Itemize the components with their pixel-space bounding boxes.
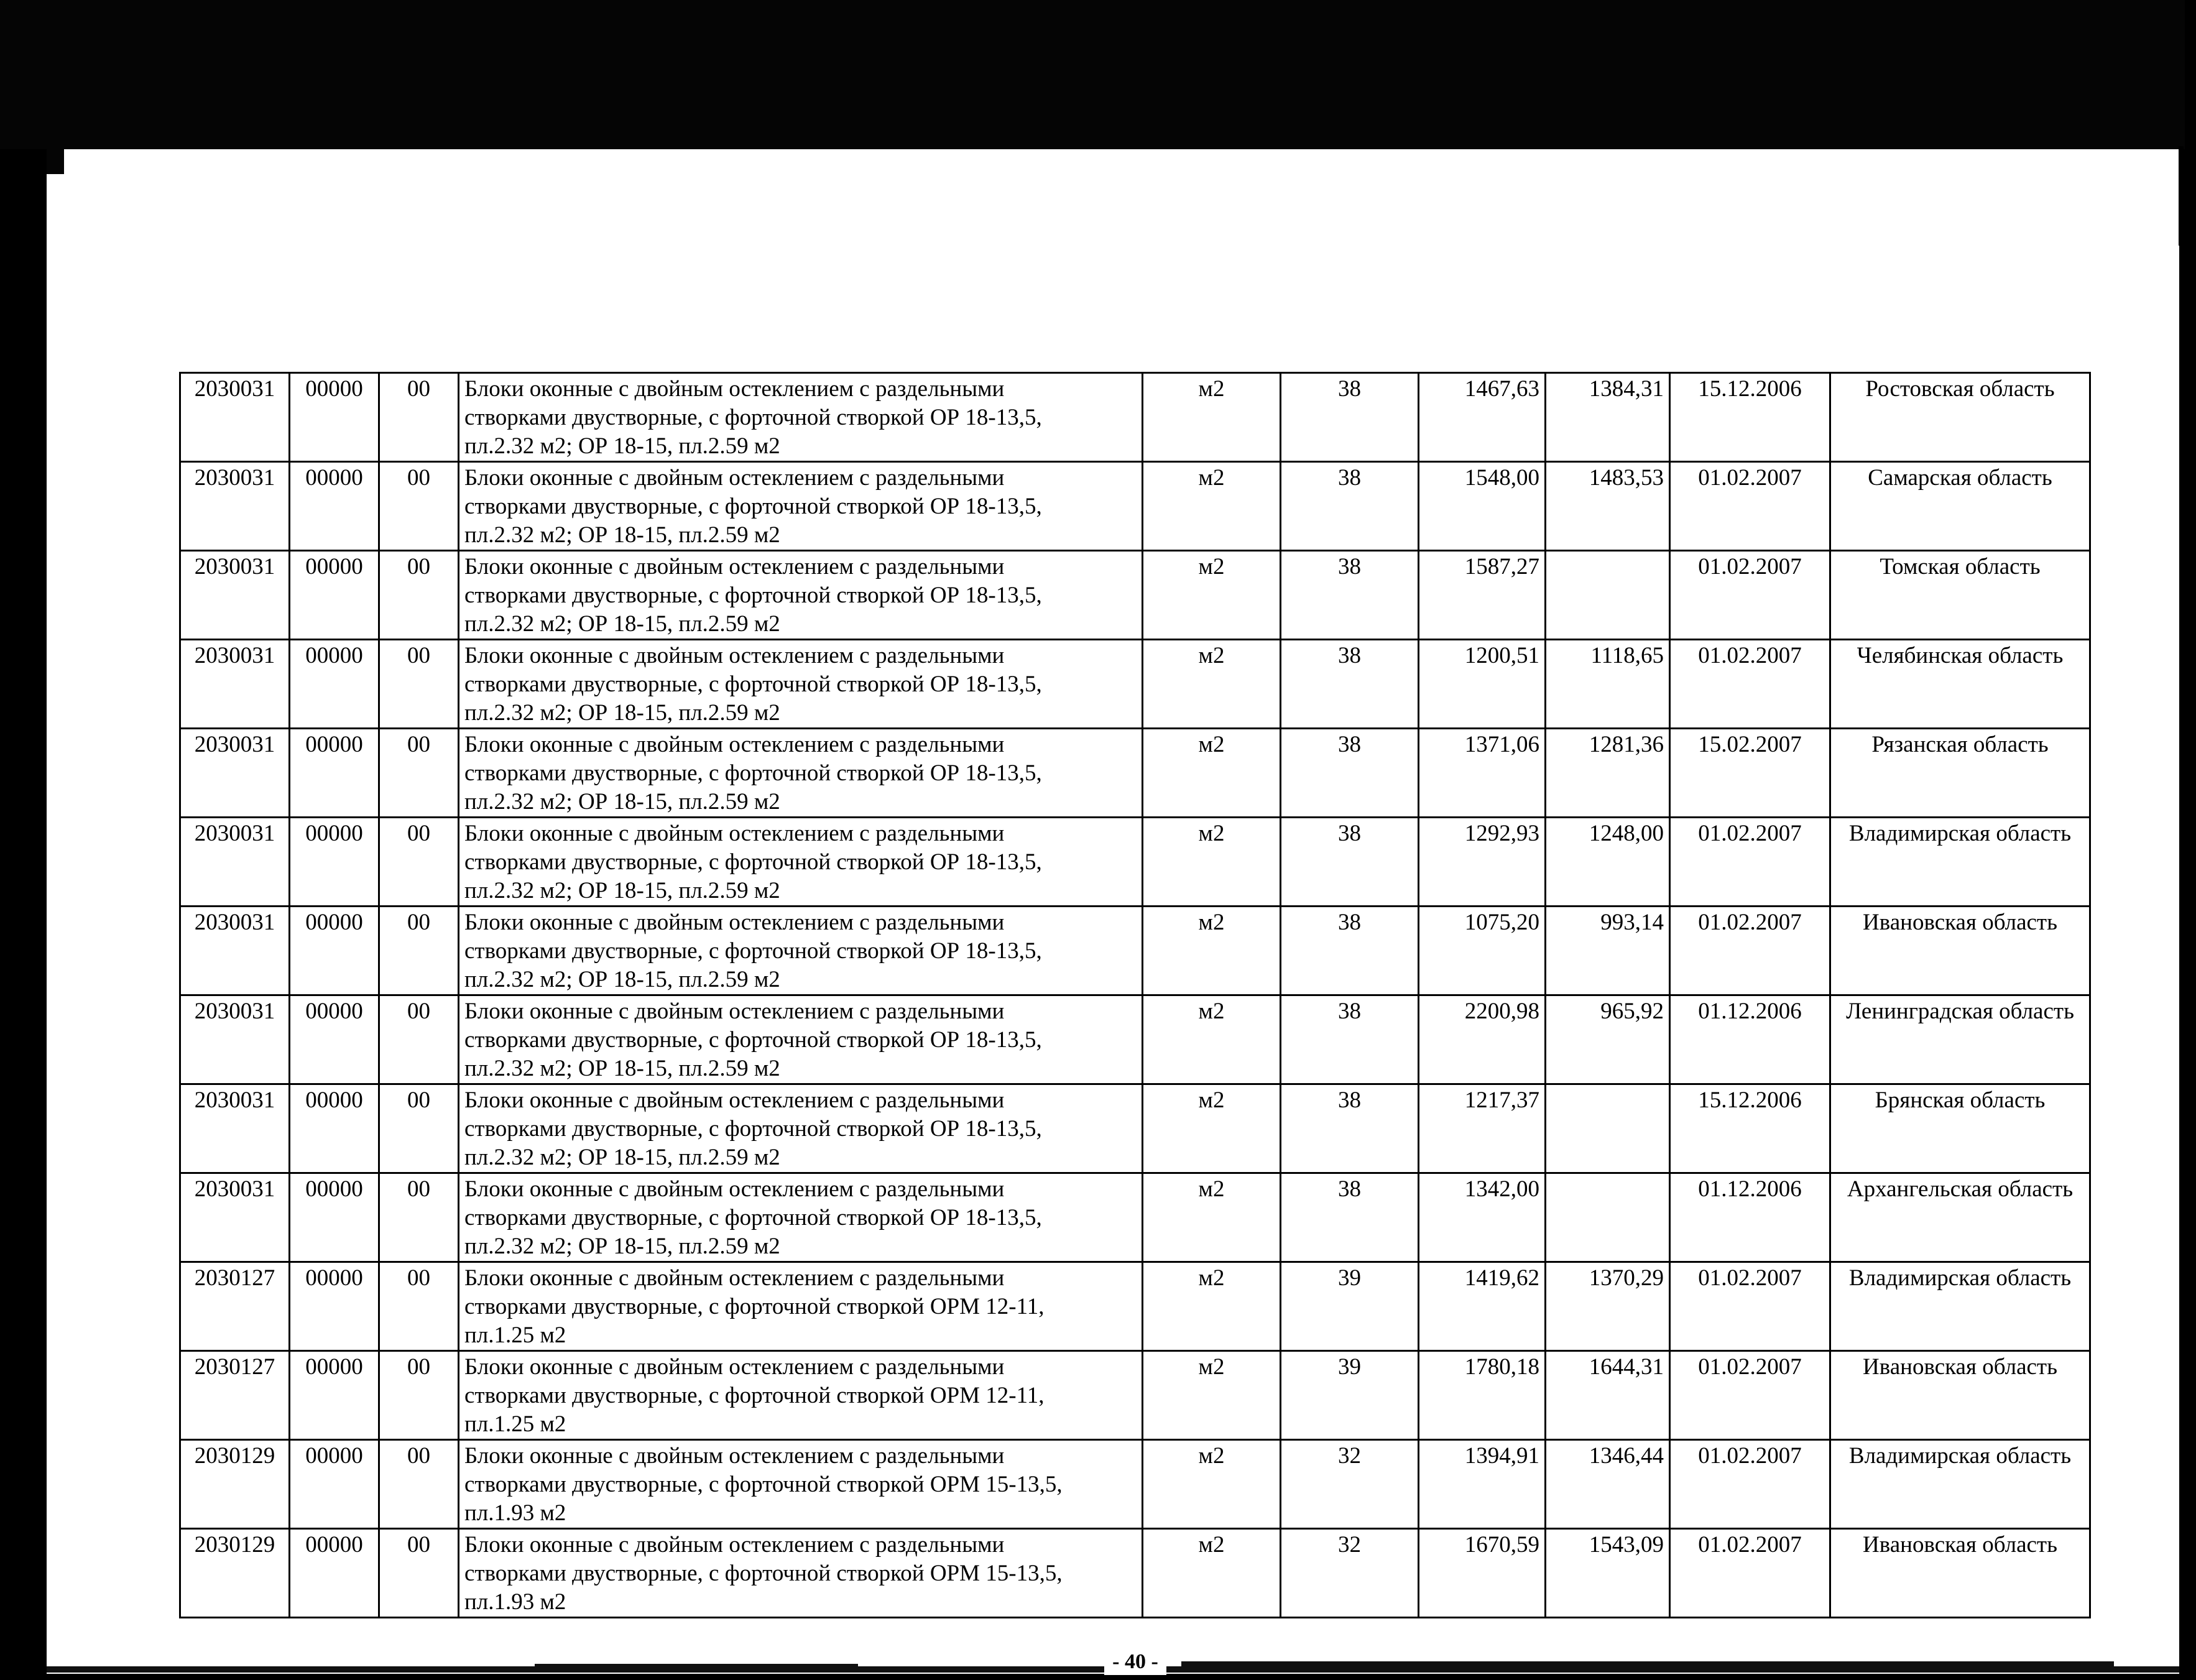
cell-quantity: 32 [1281,1529,1419,1618]
cell-region: Самарская область [1830,462,2090,551]
cell-quantity: 38 [1281,1173,1419,1262]
description-line: Блоки оконные с двойным остеклением с раздельными [464,554,1005,579]
cell-subcode: 00000 [290,729,379,818]
cell-price-2: 965,92 [1546,995,1670,1084]
cell-code: 2030127 [180,1262,290,1351]
description-line: Блоки оконные с двойным остеклением с раздельными [464,1532,1005,1558]
cell-region: Рязанская область [1830,729,2090,818]
cell-region: Ивановская область [1830,907,2090,995]
cell-num: 00 [379,551,459,640]
cell-price-1: 1217,37 [1419,1084,1546,1173]
cell-price-1: 1292,93 [1419,818,1546,907]
table-row [180,1351,2090,1440]
cell-quantity: 32 [1281,1440,1419,1529]
cell-subcode: 00000 [290,1529,379,1618]
description-line: пл.2.32 м2; ОР 18-15, пл.2.59 м2 [464,1234,780,1259]
cell-subcode: 00000 [290,462,379,551]
cell-quantity: 38 [1281,462,1419,551]
footer-rule-right [1181,1661,2114,1669]
cell-region: Ивановская область [1830,1529,2090,1618]
cell-num: 00 [379,1173,459,1262]
cell-code: 2030129 [180,1529,290,1618]
cell-code: 2030031 [180,551,290,640]
cell-code: 2030031 [180,995,290,1084]
cell-price-1: 1780,18 [1419,1351,1546,1440]
description-line: створками двустворные, с форточной створкой ОР 18-13,5, [464,1116,1042,1142]
table-row [180,373,2090,462]
cell-num: 00 [379,1529,459,1618]
cell-price-2: 1281,36 [1546,729,1670,818]
cell-price-2: 1483,53 [1546,462,1670,551]
cell-price-1: 1467,63 [1419,373,1546,462]
footer-rule-left [535,1664,858,1669]
scan-edge-mark [2179,146,2184,246]
cell-date: 01.02.2007 [1670,640,1830,729]
cell-code: 2030031 [180,462,290,551]
cell-region: Ленинградская область [1830,995,2090,1084]
cell-price-2: 1248,00 [1546,818,1670,907]
table-row [180,729,2090,818]
cell-date: 01.02.2007 [1670,1440,1830,1529]
description-line: пл.2.32 м2; ОР 18-15, пл.2.59 м2 [464,789,780,815]
cell-description [459,1440,1143,1529]
cell-description [459,1173,1143,1262]
cell-subcode: 00000 [290,640,379,729]
description-line: Блоки оконные с двойным остеклением с раздельными [464,1087,1005,1113]
cell-price-1: 1587,27 [1419,551,1546,640]
cell-unit: м2 [1143,995,1281,1084]
cell-num: 00 [379,373,459,462]
cell-quantity: 38 [1281,729,1419,818]
description-line: створками двустворные, с форточной створкой ОРМ 15-13,5, [464,1561,1063,1586]
cell-price-2 [1546,551,1670,640]
cell-date: 15.12.2006 [1670,1084,1830,1173]
cell-price-1: 1419,62 [1419,1262,1546,1351]
cell-quantity: 38 [1281,551,1419,640]
price-table [179,372,2091,1618]
cell-price-2: 1346,44 [1546,1440,1670,1529]
cell-unit: м2 [1143,551,1281,640]
cell-quantity: 38 [1281,995,1419,1084]
description-line: Блоки оконные с двойным остеклением с раздельными [464,999,1005,1024]
table-row [180,1173,2090,1262]
description-line: створками двустворные, с форточной створкой ОР 18-13,5, [464,672,1042,697]
cell-quantity: 39 [1281,1351,1419,1440]
cell-num: 00 [379,818,459,907]
description-line: пл.2.32 м2; ОР 18-15, пл.2.59 м2 [464,967,780,992]
cell-region: Архангельская область [1830,1173,2090,1262]
cell-price-2: 1644,31 [1546,1351,1670,1440]
description-line: пл.2.32 м2; ОР 18-15, пл.2.59 м2 [464,1056,780,1081]
cell-date: 15.12.2006 [1670,373,1830,462]
description-line: створками двустворные, с форточной створкой ОР 18-13,5, [464,1205,1042,1230]
description-line: створками двустворные, с форточной створкой ОРМ 12-11, [464,1383,1045,1408]
cell-description [459,818,1143,907]
cell-num: 00 [379,1084,459,1173]
cell-date: 01.12.2006 [1670,1173,1830,1262]
description-line: Блоки оконные с двойным остеклением с раздельными [464,465,1005,491]
cell-region: Челябинская область [1830,640,2090,729]
cell-date: 01.12.2006 [1670,995,1830,1084]
description-line: пл.2.32 м2; ОР 18-15, пл.2.59 м2 [464,700,780,726]
cell-subcode: 00000 [290,1262,379,1351]
cell-code: 2030031 [180,818,290,907]
cell-unit: м2 [1143,462,1281,551]
cell-price-2: 993,14 [1546,907,1670,995]
description-line: створками двустворные, с форточной створкой ОР 18-13,5, [464,849,1042,875]
cell-date: 15.02.2007 [1670,729,1830,818]
table-row [180,640,2090,729]
cell-unit: м2 [1143,1529,1281,1618]
cell-code: 2030129 [180,1440,290,1529]
cell-unit: м2 [1143,907,1281,995]
description-line: Блоки оконные с двойным остеклением с раздельными [464,732,1005,757]
cell-subcode: 00000 [290,1173,379,1262]
cell-unit: м2 [1143,729,1281,818]
cell-subcode: 00000 [290,907,379,995]
cell-code: 2030031 [180,907,290,995]
description-line: створками двустворные, с форточной створкой ОР 18-13,5, [464,1027,1042,1053]
cell-quantity: 39 [1281,1262,1419,1351]
cell-price-1: 1075,20 [1419,907,1546,995]
cell-unit: м2 [1143,640,1281,729]
cell-price-2: 1384,31 [1546,373,1670,462]
cell-date: 01.02.2007 [1670,907,1830,995]
description-line: Блоки оконные с двойным остеклением с раздельными [464,1354,1005,1380]
description-line: пл.1.93 м2 [464,1589,566,1615]
table-row [180,1529,2090,1618]
cell-subcode: 00000 [290,1440,379,1529]
cell-unit: м2 [1143,373,1281,462]
table-row [180,462,2090,551]
table-row [180,995,2090,1084]
description-line: створками двустворные, с форточной створкой ОР 18-13,5, [464,760,1042,786]
cell-region: Владимирская область [1830,1262,2090,1351]
cell-subcode: 00000 [290,1084,379,1173]
cell-price-1: 1394,91 [1419,1440,1546,1529]
table-row [180,1440,2090,1529]
description-line: Блоки оконные с двойным остеклением с раздельными [464,643,1005,668]
description-line: пл.2.32 м2; ОР 18-15, пл.2.59 м2 [464,611,780,637]
cell-price-2: 1370,29 [1546,1262,1670,1351]
cell-code: 2030031 [180,640,290,729]
cell-date: 01.02.2007 [1670,1529,1830,1618]
cell-region: Ивановская область [1830,1351,2090,1440]
description-line: створками двустворные, с форточной створкой ОРМ 12-11, [464,1294,1045,1319]
cell-description [459,1262,1143,1351]
cell-date: 01.02.2007 [1670,818,1830,907]
cell-date: 01.02.2007 [1670,462,1830,551]
cell-description [459,462,1143,551]
cell-price-1: 1670,59 [1419,1529,1546,1618]
cell-unit: м2 [1143,1084,1281,1173]
cell-price-2: 1543,09 [1546,1529,1670,1618]
cell-code: 2030031 [180,729,290,818]
cell-quantity: 38 [1281,640,1419,729]
cell-code: 2030031 [180,1084,290,1173]
cell-region: Ростовская область [1830,373,2090,462]
cell-price-2 [1546,1173,1670,1262]
cell-unit: м2 [1143,818,1281,907]
cell-num: 00 [379,729,459,818]
cell-num: 00 [379,462,459,551]
description-line: пл.1.93 м2 [464,1500,566,1526]
table-row [180,1262,2090,1351]
cell-unit: м2 [1143,1173,1281,1262]
cell-quantity: 38 [1281,907,1419,995]
description-line: Блоки оконные с двойным остеклением с раздельными [464,821,1005,846]
scan-right-border [2185,0,2196,1680]
scan-dark-border [0,0,2196,149]
cell-price-1: 1200,51 [1419,640,1546,729]
cell-description [459,1529,1143,1618]
cell-price-1: 1371,06 [1419,729,1546,818]
cell-date: 01.02.2007 [1670,551,1830,640]
cell-quantity: 38 [1281,373,1419,462]
cell-region: Томская область [1830,551,2090,640]
cell-price-1: 1342,00 [1419,1173,1546,1262]
cell-price-1: 1548,00 [1419,462,1546,551]
cell-description [459,1351,1143,1440]
description-line: пл.1.25 м2 [464,1411,566,1437]
description-line: Блоки оконные с двойным остеклением с раздельными [464,910,1005,935]
cell-num: 00 [379,1262,459,1351]
cell-description [459,729,1143,818]
cell-unit: м2 [1143,1440,1281,1529]
description-line: створками двустворные, с форточной створкой ОРМ 15-13,5, [464,1472,1063,1497]
description-line: створками двустворные, с форточной створкой ОР 18-13,5, [464,583,1042,608]
cell-price-2: 1118,65 [1546,640,1670,729]
table-row [180,907,2090,995]
cell-subcode: 00000 [290,818,379,907]
description-line: пл.2.32 м2; ОР 18-15, пл.2.59 м2 [464,522,780,548]
cell-date: 01.02.2007 [1670,1262,1830,1351]
cell-price-2 [1546,1084,1670,1173]
cell-num: 00 [379,1351,459,1440]
cell-code: 2030127 [180,1351,290,1440]
description-line: пл.1.25 м2 [464,1322,566,1348]
cell-region: Владимирская область [1830,1440,2090,1529]
table-row [180,818,2090,907]
cell-region: Брянская область [1830,1084,2090,1173]
description-line: пл.2.32 м2; ОР 18-15, пл.2.59 м2 [464,433,780,459]
description-line: Блоки оконные с двойным остеклением с раздельными [464,1176,1005,1202]
cell-num: 00 [379,640,459,729]
description-line: створками двустворные, с форточной створкой ОР 18-13,5, [464,494,1042,519]
cell-code: 2030031 [180,373,290,462]
cell-description [459,1084,1143,1173]
cell-num: 00 [379,1440,459,1529]
cell-num: 00 [379,995,459,1084]
cell-unit: м2 [1143,1351,1281,1440]
cell-unit: м2 [1143,1262,1281,1351]
description-line: створками двустворные, с форточной створкой ОР 18-13,5, [464,405,1042,430]
cell-description [459,995,1143,1084]
cell-description [459,373,1143,462]
scan-corner-artifact [47,149,64,174]
cell-subcode: 00000 [290,995,379,1084]
cell-subcode: 00000 [290,1351,379,1440]
table-row [180,1084,2090,1173]
cell-num: 00 [379,907,459,995]
cell-description [459,551,1143,640]
cell-code: 2030031 [180,1173,290,1262]
description-line: пл.2.32 м2; ОР 18-15, пл.2.59 м2 [464,1145,780,1170]
description-line: Блоки оконные с двойным остеклением с раздельными [464,376,1005,402]
table-body [180,373,2090,1618]
cell-description [459,907,1143,995]
description-line: Блоки оконные с двойным остеклением с раздельными [464,1265,1005,1291]
cell-description [459,640,1143,729]
cell-quantity: 38 [1281,1084,1419,1173]
cell-region: Владимирская область [1830,818,2090,907]
cell-price-1: 2200,98 [1419,995,1546,1084]
description-line: створками двустворные, с форточной створкой ОР 18-13,5, [464,938,1042,964]
cell-subcode: 00000 [290,373,379,462]
page-number: - 40 - [1104,1649,1166,1675]
cell-subcode: 00000 [290,551,379,640]
description-line: пл.2.32 м2; ОР 18-15, пл.2.59 м2 [464,878,780,903]
table-row [180,551,2090,640]
cell-date: 01.02.2007 [1670,1351,1830,1440]
description-line: Блоки оконные с двойным остеклением с раздельными [464,1443,1005,1469]
cell-quantity: 38 [1281,818,1419,907]
